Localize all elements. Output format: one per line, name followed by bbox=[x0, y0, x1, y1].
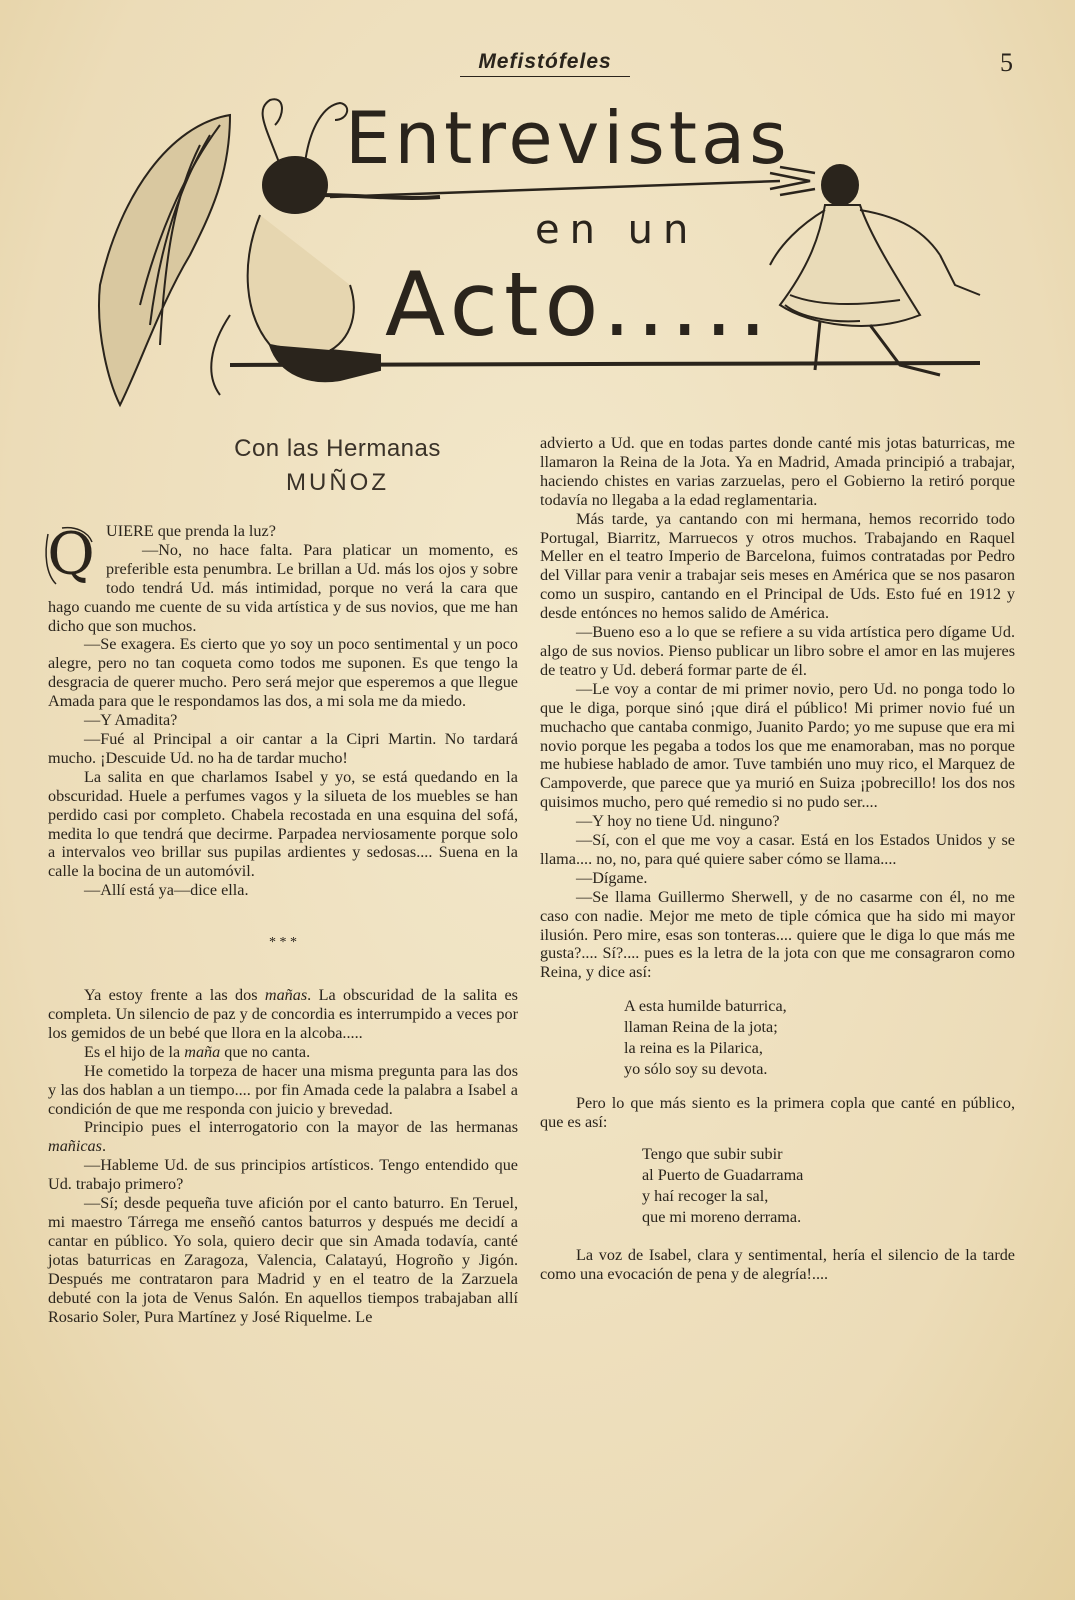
paragraph: UIERE que prenda la luz? bbox=[106, 522, 276, 540]
text-run: Ya estoy frente a las dos bbox=[84, 986, 265, 1005]
paragraph: advierto a Ud. que en todas partes donde canté mis jotas baturricas, me llamaron la Reina de la Jota. Ya en Madrid, Amada principió a trabajar, haciendo chistes en varias zarzuelas, pero el Gobierno la retiró porque todavía no llegaba a la edad reglamentaria. bbox=[540, 434, 1015, 509]
paragraph: —No, no hace falta. Para platicar un momento, es preferible esta penumbra. Le brillan a Ud. más los ojos y sobre todo tendrá Ud. más intimidad, porque no verá la cara que hago cuando me cuente de su vida artística y de sus novios, que me han dicho que son muchos. bbox=[48, 540, 518, 635]
paragraph: —Y hoy no tiene Ud. ninguno? bbox=[576, 812, 780, 831]
dropcap-letter: Q bbox=[42, 524, 100, 590]
banner-rule bbox=[230, 363, 980, 365]
verse-line: al Puerto de Guadarrama bbox=[642, 1166, 804, 1185]
paragraph: La voz de Isabel, clara y sentimental, hería el silencio de la tarde como una evocación de pena y de alegría!.... bbox=[540, 1246, 1015, 1283]
paragraph: He cometido la torpeza de hacer una misma pregunta para las dos y las dos hablan a un tiempo.... por fin Amada cede la palabra a Isabel a condición de que me responda con juicio y brevedad. bbox=[48, 1061, 518, 1118]
banner-title-en-un: en un bbox=[535, 207, 699, 253]
text-run: Principio pues el interrogatorio con la mayor de las hermanas bbox=[84, 1118, 518, 1137]
subtitle-line-1: Con las Hermanas bbox=[234, 435, 441, 462]
right-column bbox=[540, 434, 1015, 1284]
left-column bbox=[48, 522, 518, 1326]
verse-line: yo sólo soy su devota. bbox=[624, 1060, 768, 1079]
paragraph: Más tarde, ya cantando con mi hermana, hemos recorrido todo Portugal, Biarritz, Marruecos y otros muchos. Trabajando en Raquel Meller en el teatro Imperio de Barcelona, fuimos contratadas por Pedro del Villar para venir a trabajar seis meses en América que se nos pasaron como un suspiro, cantando en el Principal de Uds. Esto fué en 1912 y desde entónces no hemos salido de América. bbox=[540, 509, 1015, 623]
paragraph: La salita en que charlamos Isabel y yo, se está quedando en la obscuridad. Huele a perfumes vagos y la silueta de los muebles se han perdido casi por completo. Chabela recostada en una esquina del sofá, medita lo que tendrá que decirme. Parpadea nerviosamente porque solo a intervalos veo brillar sus pupilas ardientes y sedosas.... Suena en la calle la bocina de un automóvil. bbox=[48, 767, 518, 881]
paragraph bbox=[48, 986, 518, 1043]
paragraph: —Sí, con el que me voy a casar. Está en los Estados Unidos y se llama.... no, no, para qué quiere saber cómo se llama.... bbox=[540, 831, 1015, 868]
magazine-title: Mefistófeles bbox=[478, 50, 612, 73]
verse-line: llaman Reina de la jota; bbox=[624, 1018, 778, 1037]
opening-paragraphs bbox=[48, 522, 518, 635]
italic-run: mañicas bbox=[48, 1137, 102, 1156]
paragraph: Pero lo que más siento es la primera copla que canté en público, que es así: bbox=[540, 1094, 1015, 1132]
text-run: . La obscuridad de la salita es completa. Un silencio de paz y de concordia es interrumpido a veces por los gemidos de un bebé que llora en la alcoba..... bbox=[48, 986, 518, 1042]
banner-title-entrevistas: Entrevistas bbox=[345, 96, 791, 180]
verse-line: la reina es la Pilarica, bbox=[624, 1039, 763, 1058]
page-header bbox=[0, 48, 1075, 78]
italic-run: mañas bbox=[264, 986, 308, 1005]
text-run: que no canta. bbox=[220, 1042, 311, 1061]
paragraph: —Allí está ya—dice ella. bbox=[84, 881, 249, 900]
verse-line: A esta humilde baturrica, bbox=[624, 997, 787, 1016]
text-run: . bbox=[101, 1137, 106, 1156]
jota-verse-2 bbox=[642, 1144, 1015, 1228]
text-run: Es el hijo de la bbox=[84, 1042, 185, 1061]
paragraph: —Se llama Guillermo Sherwell, y de no casarme con él, no me caso con nadie. Mejor me meto de tiple cómica que ha sido mi mayor ilusión. Pero mire, esas son tonteras.... quiere que le diga lo que más me gusta?.... Sí?.... pues es la letra de la jota con que me consagraron como Reina, y dice así: bbox=[540, 887, 1015, 982]
dancer-illustration bbox=[770, 165, 980, 375]
paragraph: —Hableme Ud. de sus principios artísticos. Tengo entendido que Ud. trabajo primero? bbox=[48, 1156, 518, 1194]
italic-run: maña bbox=[184, 1042, 221, 1061]
paragraph: —Se exagera. Es cierto que yo soy un poco sentimental y un poco alegre, pero no tan coqueta como todos me suponen. Es que tengo la desgracia de querer mucho. Pero será mejor que esperemos a que llegue Amada para que le respondamos las dos, a mi sola me da miedo. bbox=[48, 635, 518, 711]
jota-verse-1 bbox=[624, 996, 1015, 1080]
header-rule bbox=[460, 76, 630, 77]
paragraph: —Le voy a contar de mi primer novio, pero Ud. no ponga todo lo que le diga, porque sinó ¡que dirá el público! Mi primer novio fué un muchacho que cantaba conmigo, Juanito Pardo; yo me supuse que era mi novio porque les pegaba a todos los que me enamoraban, mas no porque me hubiese hablado de amor. Tuve también uno muy rico, el Marquez de Campoverde, que parece que ya murió en Suiza ¡pobrecillo! los dos nos quisimos mucho, pero qué remedio si no pudo ser.... bbox=[540, 679, 1015, 812]
paragraph: —Sí; desde pequeña tuve afición por el canto baturro. En Teruel, mi maestro Tárrega me enseñó cantos baturros y después me decidí a cantar en público. Yo sola, quiero decir que sin Amada todavía, canté jotas baturricas en Zaragoza, Valencia, Calatayú, Hogroño y Jigón. Después me contrataron para Madrid y en el teatro de la Zarzuela debuté con la jota de Venus Salón. En aquellos tiempos trabajaban allí Rosario Soler, Pura Martínez y José Riquelme. Le bbox=[48, 1194, 518, 1326]
paragraph bbox=[48, 1118, 518, 1156]
banner-title-acto: Acto..... bbox=[385, 253, 773, 356]
paragraph: —Fué al Principal a oir cantar a la Cipri Martin. No tardará mucho. ¡Descuide Ud. no ha de tardar mucho! bbox=[48, 729, 518, 767]
paragraph: —Dígame. bbox=[576, 868, 648, 887]
paragraph: —Bueno eso a lo que se refiere a su vida artística pero dígame Ud. algo de sus novios. Pienso publicar un libro sobre el amor en las mujeres de teatro y Ud. deberá formar parte de él. bbox=[540, 623, 1015, 679]
verse-line: que mi moreno derrama. bbox=[642, 1208, 802, 1227]
section-asterism: * * * bbox=[269, 935, 297, 951]
title-banner bbox=[80, 85, 1010, 415]
article-subtitle bbox=[215, 432, 460, 500]
verse-line: y haí recoger la sal, bbox=[642, 1187, 769, 1206]
page-number: 5 bbox=[1000, 48, 1013, 77]
paragraph: —Y Amadita? bbox=[84, 711, 178, 730]
subtitle-line-2: MUÑOZ bbox=[286, 469, 389, 496]
verse-line: Tengo que subir subir bbox=[642, 1145, 783, 1164]
paragraph bbox=[48, 1043, 518, 1062]
